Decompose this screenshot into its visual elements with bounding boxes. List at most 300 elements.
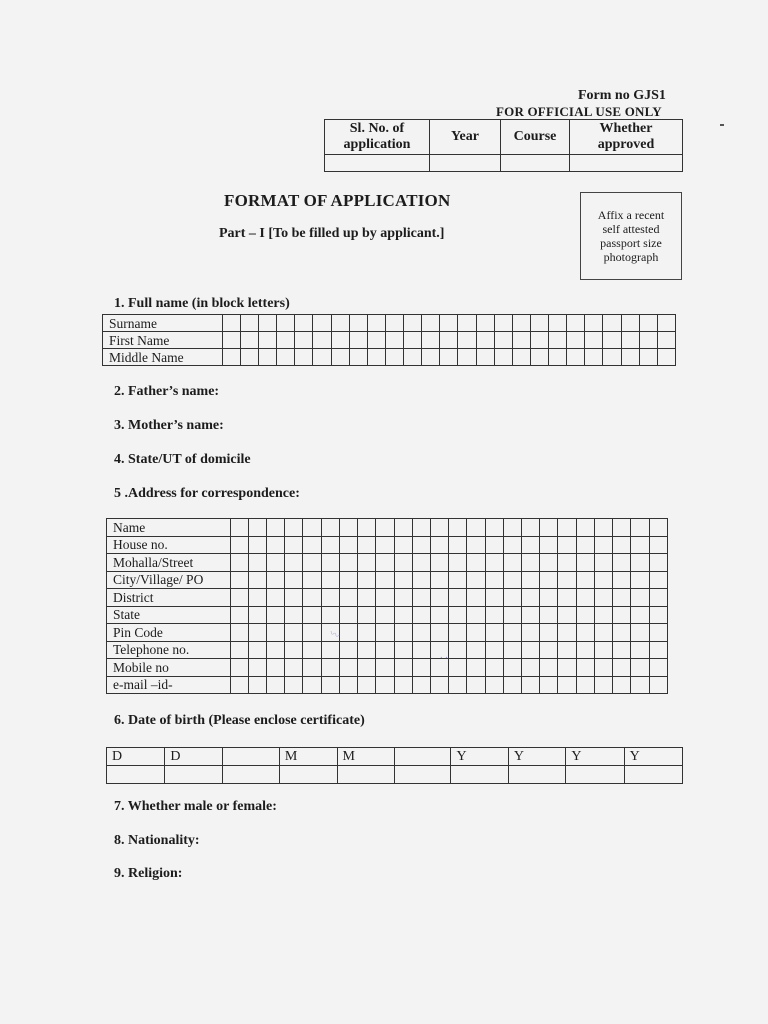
- address-letter-box[interactable]: [558, 676, 576, 694]
- address-letter-box[interactable]: [540, 589, 558, 607]
- address-letter-box[interactable]: [522, 606, 540, 624]
- address-letter-box[interactable]: [503, 519, 521, 537]
- address-letter-box[interactable]: [230, 589, 248, 607]
- name-letter-box[interactable]: [494, 315, 512, 332]
- address-letter-box[interactable]: [540, 641, 558, 659]
- address-letter-box[interactable]: [449, 659, 467, 677]
- address-letter-box[interactable]: [394, 589, 412, 607]
- address-letter-box[interactable]: [649, 624, 667, 642]
- address-letter-box[interactable]: [613, 606, 631, 624]
- name-letter-box[interactable]: [349, 315, 367, 332]
- address-letter-box[interactable]: [613, 641, 631, 659]
- address-letter-box[interactable]: [358, 659, 376, 677]
- address-letter-box[interactable]: [412, 554, 430, 572]
- address-letter-box[interactable]: [412, 519, 430, 537]
- name-letter-box[interactable]: [458, 315, 476, 332]
- address-letter-box[interactable]: [594, 589, 612, 607]
- photo-box[interactable]: [580, 192, 682, 280]
- address-letter-box[interactable]: [522, 589, 540, 607]
- address-letter-box[interactable]: [339, 641, 357, 659]
- address-letter-box[interactable]: [248, 536, 266, 554]
- address-letter-box[interactable]: [485, 536, 503, 554]
- address-letter-box[interactable]: [358, 519, 376, 537]
- name-letter-box[interactable]: [657, 349, 675, 366]
- official-cell-course[interactable]: [501, 155, 570, 172]
- address-letter-box[interactable]: [321, 676, 339, 694]
- address-letter-box[interactable]: [558, 624, 576, 642]
- name-letter-box[interactable]: [277, 349, 295, 366]
- address-letter-box[interactable]: [321, 571, 339, 589]
- official-cell-sl-no[interactable]: [325, 155, 430, 172]
- address-letter-box[interactable]: [248, 554, 266, 572]
- name-letter-box[interactable]: [530, 315, 548, 332]
- address-letter-box[interactable]: [522, 676, 540, 694]
- name-letter-box[interactable]: [657, 332, 675, 349]
- name-letter-box[interactable]: [222, 349, 240, 366]
- address-letter-box[interactable]: [285, 624, 303, 642]
- address-letter-box[interactable]: [285, 554, 303, 572]
- address-letter-box[interactable]: [412, 641, 430, 659]
- name-letter-box[interactable]: [295, 315, 313, 332]
- official-cell-approved[interactable]: [570, 155, 683, 172]
- address-letter-box[interactable]: [613, 571, 631, 589]
- address-letter-box[interactable]: [594, 624, 612, 642]
- name-letter-box[interactable]: [621, 315, 639, 332]
- address-letter-box[interactable]: [594, 571, 612, 589]
- address-letter-box[interactable]: [649, 571, 667, 589]
- address-letter-box[interactable]: [430, 589, 448, 607]
- address-letter-box[interactable]: [631, 659, 649, 677]
- address-letter-box[interactable]: [266, 519, 284, 537]
- address-letter-box[interactable]: [613, 554, 631, 572]
- name-letter-box[interactable]: [603, 315, 621, 332]
- address-letter-box[interactable]: [248, 519, 266, 537]
- address-letter-box[interactable]: [285, 519, 303, 537]
- address-letter-box[interactable]: [576, 571, 594, 589]
- address-letter-box[interactable]: [376, 641, 394, 659]
- address-letter-box[interactable]: [467, 589, 485, 607]
- address-letter-box[interactable]: [230, 519, 248, 537]
- name-letter-box[interactable]: [549, 349, 567, 366]
- name-letter-box[interactable]: [567, 349, 585, 366]
- name-letter-box[interactable]: [476, 315, 494, 332]
- name-letter-box[interactable]: [385, 315, 403, 332]
- address-letter-box[interactable]: [503, 571, 521, 589]
- name-letter-box[interactable]: [476, 349, 494, 366]
- address-letter-box[interactable]: [467, 624, 485, 642]
- dob-input-cell[interactable]: [107, 766, 165, 784]
- name-letter-box[interactable]: [440, 315, 458, 332]
- address-letter-box[interactable]: [412, 536, 430, 554]
- address-letter-box[interactable]: [394, 536, 412, 554]
- address-letter-box[interactable]: [430, 554, 448, 572]
- address-letter-box[interactable]: [449, 571, 467, 589]
- address-letter-box[interactable]: [522, 519, 540, 537]
- address-letter-box[interactable]: [649, 589, 667, 607]
- address-letter-box[interactable]: [376, 519, 394, 537]
- address-letter-box[interactable]: [558, 659, 576, 677]
- address-letter-box[interactable]: [412, 624, 430, 642]
- address-letter-box[interactable]: [449, 676, 467, 694]
- name-letter-box[interactable]: [331, 349, 349, 366]
- address-letter-box[interactable]: [376, 536, 394, 554]
- name-letter-box[interactable]: [385, 332, 403, 349]
- address-letter-box[interactable]: [485, 676, 503, 694]
- address-letter-box[interactable]: [467, 536, 485, 554]
- address-letter-box[interactable]: [576, 536, 594, 554]
- address-letter-box[interactable]: [412, 606, 430, 624]
- address-letter-box[interactable]: [248, 641, 266, 659]
- address-letter-box[interactable]: [285, 606, 303, 624]
- address-letter-box[interactable]: [376, 676, 394, 694]
- name-letter-box[interactable]: [367, 332, 385, 349]
- address-letter-box[interactable]: [558, 571, 576, 589]
- address-letter-box[interactable]: [467, 519, 485, 537]
- address-letter-box[interactable]: [594, 554, 612, 572]
- dob-input-cell[interactable]: [624, 766, 682, 784]
- dob-input-cell[interactable]: [165, 766, 222, 784]
- address-letter-box[interactable]: [285, 571, 303, 589]
- name-letter-box[interactable]: [639, 349, 657, 366]
- address-letter-box[interactable]: [358, 571, 376, 589]
- address-letter-box[interactable]: [248, 606, 266, 624]
- address-letter-box[interactable]: [321, 589, 339, 607]
- address-letter-box[interactable]: [285, 589, 303, 607]
- name-letter-box[interactable]: [512, 332, 530, 349]
- address-letter-box[interactable]: [485, 571, 503, 589]
- address-letter-box[interactable]: [230, 676, 248, 694]
- address-letter-box[interactable]: [503, 641, 521, 659]
- address-letter-box[interactable]: [230, 571, 248, 589]
- address-letter-box[interactable]: [376, 659, 394, 677]
- address-letter-box[interactable]: [631, 571, 649, 589]
- address-letter-box[interactable]: [430, 571, 448, 589]
- address-letter-box[interactable]: [613, 536, 631, 554]
- address-letter-box[interactable]: [339, 536, 357, 554]
- address-letter-box[interactable]: [430, 606, 448, 624]
- address-letter-box[interactable]: [394, 641, 412, 659]
- address-letter-box[interactable]: [467, 641, 485, 659]
- address-letter-box[interactable]: [649, 554, 667, 572]
- address-letter-box[interactable]: [649, 519, 667, 537]
- dob-input-cell[interactable]: [222, 766, 279, 784]
- address-letter-box[interactable]: [394, 606, 412, 624]
- dob-input-cell[interactable]: [566, 766, 624, 784]
- name-letter-box[interactable]: [494, 349, 512, 366]
- name-letter-box[interactable]: [404, 349, 422, 366]
- address-letter-box[interactable]: [321, 536, 339, 554]
- address-letter-box[interactable]: [649, 606, 667, 624]
- address-letter-box[interactable]: [376, 624, 394, 642]
- name-letter-box[interactable]: [585, 315, 603, 332]
- name-letter-box[interactable]: [240, 349, 258, 366]
- name-letter-box[interactable]: [512, 349, 530, 366]
- address-letter-box[interactable]: [594, 536, 612, 554]
- address-letter-box[interactable]: [594, 641, 612, 659]
- address-letter-box[interactable]: [540, 676, 558, 694]
- address-letter-box[interactable]: [631, 676, 649, 694]
- address-letter-box[interactable]: [376, 589, 394, 607]
- name-letter-box[interactable]: [349, 349, 367, 366]
- address-letter-box[interactable]: [339, 659, 357, 677]
- address-letter-box[interactable]: [485, 554, 503, 572]
- address-letter-box[interactable]: [430, 624, 448, 642]
- address-letter-box[interactable]: [594, 519, 612, 537]
- name-letter-box[interactable]: [567, 332, 585, 349]
- name-letter-box[interactable]: [657, 315, 675, 332]
- address-letter-box[interactable]: [449, 589, 467, 607]
- address-letter-box[interactable]: [449, 624, 467, 642]
- address-letter-box[interactable]: [376, 606, 394, 624]
- address-letter-box[interactable]: [485, 659, 503, 677]
- address-letter-box[interactable]: [594, 659, 612, 677]
- address-letter-box[interactable]: [540, 606, 558, 624]
- address-letter-box[interactable]: [394, 571, 412, 589]
- name-letter-box[interactable]: [313, 349, 331, 366]
- address-letter-box[interactable]: [485, 624, 503, 642]
- address-letter-box[interactable]: [467, 676, 485, 694]
- address-letter-box[interactable]: [540, 571, 558, 589]
- address-letter-box[interactable]: [266, 641, 284, 659]
- name-letter-box[interactable]: [259, 332, 277, 349]
- address-letter-box[interactable]: [321, 641, 339, 659]
- address-letter-box[interactable]: [303, 624, 321, 642]
- address-letter-box[interactable]: [522, 624, 540, 642]
- address-letter-box[interactable]: [266, 554, 284, 572]
- address-letter-box[interactable]: [503, 554, 521, 572]
- address-letter-box[interactable]: [303, 519, 321, 537]
- address-letter-box[interactable]: [503, 659, 521, 677]
- address-letter-box[interactable]: [522, 659, 540, 677]
- address-letter-box[interactable]: [576, 676, 594, 694]
- address-letter-box[interactable]: [266, 589, 284, 607]
- name-letter-box[interactable]: [603, 349, 621, 366]
- address-letter-box[interactable]: [412, 571, 430, 589]
- name-letter-box[interactable]: [422, 349, 440, 366]
- address-letter-box[interactable]: [248, 589, 266, 607]
- name-letter-box[interactable]: [277, 332, 295, 349]
- address-letter-box[interactable]: [266, 536, 284, 554]
- name-letter-box[interactable]: [295, 332, 313, 349]
- name-letter-box[interactable]: [404, 332, 422, 349]
- address-letter-box[interactable]: [522, 641, 540, 659]
- address-letter-box[interactable]: [358, 676, 376, 694]
- name-letter-box[interactable]: [240, 315, 258, 332]
- address-letter-box[interactable]: [576, 519, 594, 537]
- address-letter-box[interactable]: [449, 554, 467, 572]
- address-letter-box[interactable]: [339, 676, 357, 694]
- address-letter-box[interactable]: [576, 589, 594, 607]
- address-letter-box[interactable]: [339, 571, 357, 589]
- name-letter-box[interactable]: [331, 315, 349, 332]
- name-letter-box[interactable]: [567, 315, 585, 332]
- address-letter-box[interactable]: [430, 536, 448, 554]
- address-letter-box[interactable]: [285, 536, 303, 554]
- address-letter-box[interactable]: [303, 606, 321, 624]
- address-letter-box[interactable]: [321, 519, 339, 537]
- address-letter-box[interactable]: [613, 676, 631, 694]
- address-letter-box[interactable]: [266, 676, 284, 694]
- address-letter-box[interactable]: [321, 554, 339, 572]
- address-letter-box[interactable]: [339, 519, 357, 537]
- name-letter-box[interactable]: [349, 332, 367, 349]
- address-letter-box[interactable]: [303, 659, 321, 677]
- address-letter-box[interactable]: [230, 659, 248, 677]
- address-letter-box[interactable]: [558, 641, 576, 659]
- address-letter-box[interactable]: [540, 554, 558, 572]
- address-letter-box[interactable]: [485, 589, 503, 607]
- address-letter-box[interactable]: [248, 624, 266, 642]
- address-letter-box[interactable]: [503, 676, 521, 694]
- address-letter-box[interactable]: [339, 606, 357, 624]
- address-letter-box[interactable]: [649, 659, 667, 677]
- address-letter-box[interactable]: [303, 571, 321, 589]
- address-letter-box[interactable]: [248, 659, 266, 677]
- address-letter-box[interactable]: [285, 659, 303, 677]
- address-letter-box[interactable]: [576, 554, 594, 572]
- name-letter-box[interactable]: [494, 332, 512, 349]
- address-letter-box[interactable]: [376, 571, 394, 589]
- address-letter-box[interactable]: [558, 519, 576, 537]
- address-letter-box[interactable]: [631, 519, 649, 537]
- name-letter-box[interactable]: [422, 332, 440, 349]
- address-letter-box[interactable]: [303, 641, 321, 659]
- name-letter-box[interactable]: [313, 332, 331, 349]
- name-letter-box[interactable]: [367, 349, 385, 366]
- address-letter-box[interactable]: [266, 606, 284, 624]
- address-letter-box[interactable]: [649, 536, 667, 554]
- address-letter-box[interactable]: [358, 606, 376, 624]
- name-letter-box[interactable]: [313, 315, 331, 332]
- address-letter-box[interactable]: [358, 624, 376, 642]
- name-letter-box[interactable]: [295, 349, 313, 366]
- name-letter-box[interactable]: [259, 315, 277, 332]
- address-letter-box[interactable]: [558, 536, 576, 554]
- address-letter-box[interactable]: [430, 676, 448, 694]
- address-letter-box[interactable]: [430, 519, 448, 537]
- address-letter-box[interactable]: [631, 624, 649, 642]
- name-letter-box[interactable]: [240, 332, 258, 349]
- name-letter-box[interactable]: [585, 332, 603, 349]
- name-letter-box[interactable]: [585, 349, 603, 366]
- name-letter-box[interactable]: [440, 332, 458, 349]
- name-letter-box[interactable]: [422, 315, 440, 332]
- address-letter-box[interactable]: [449, 519, 467, 537]
- address-letter-box[interactable]: [230, 536, 248, 554]
- address-letter-box[interactable]: [303, 589, 321, 607]
- address-letter-box[interactable]: [467, 606, 485, 624]
- dob-input-cell[interactable]: [508, 766, 565, 784]
- address-letter-box[interactable]: [631, 536, 649, 554]
- name-letter-box[interactable]: [512, 315, 530, 332]
- dob-input-cell[interactable]: [395, 766, 451, 784]
- dob-input-cell[interactable]: [451, 766, 508, 784]
- address-letter-box[interactable]: [248, 676, 266, 694]
- address-letter-box[interactable]: [394, 676, 412, 694]
- official-cell-year[interactable]: [430, 155, 501, 172]
- dob-input-cell[interactable]: [337, 766, 395, 784]
- address-letter-box[interactable]: [576, 641, 594, 659]
- address-letter-box[interactable]: [449, 606, 467, 624]
- address-letter-box[interactable]: [358, 589, 376, 607]
- address-letter-box[interactable]: [285, 676, 303, 694]
- address-letter-box[interactable]: [594, 606, 612, 624]
- name-letter-box[interactable]: [277, 315, 295, 332]
- address-letter-box[interactable]: [230, 606, 248, 624]
- address-letter-box[interactable]: [248, 571, 266, 589]
- name-letter-box[interactable]: [259, 349, 277, 366]
- address-letter-box[interactable]: [540, 659, 558, 677]
- address-letter-box[interactable]: [230, 554, 248, 572]
- address-letter-box[interactable]: [449, 536, 467, 554]
- name-letter-box[interactable]: [603, 332, 621, 349]
- address-letter-box[interactable]: [631, 554, 649, 572]
- address-letter-box[interactable]: [503, 589, 521, 607]
- address-letter-box[interactable]: [266, 571, 284, 589]
- address-letter-box[interactable]: [230, 624, 248, 642]
- address-letter-box[interactable]: [613, 519, 631, 537]
- name-letter-box[interactable]: [404, 315, 422, 332]
- address-letter-box[interactable]: [540, 624, 558, 642]
- name-letter-box[interactable]: [440, 349, 458, 366]
- dob-input-cell[interactable]: [279, 766, 337, 784]
- address-letter-box[interactable]: [503, 606, 521, 624]
- name-letter-box[interactable]: [621, 332, 639, 349]
- address-letter-box[interactable]: [631, 606, 649, 624]
- name-letter-box[interactable]: [476, 332, 494, 349]
- address-letter-box[interactable]: [321, 606, 339, 624]
- name-letter-box[interactable]: [549, 332, 567, 349]
- name-letter-box[interactable]: [458, 332, 476, 349]
- name-letter-box[interactable]: [621, 349, 639, 366]
- address-letter-box[interactable]: [467, 571, 485, 589]
- address-letter-box[interactable]: [266, 624, 284, 642]
- name-letter-box[interactable]: [549, 315, 567, 332]
- address-letter-box[interactable]: [376, 554, 394, 572]
- address-letter-box[interactable]: [467, 659, 485, 677]
- address-letter-box[interactable]: [358, 641, 376, 659]
- address-letter-box[interactable]: [467, 554, 485, 572]
- address-letter-box[interactable]: [540, 536, 558, 554]
- address-letter-box[interactable]: [449, 641, 467, 659]
- address-letter-box[interactable]: [285, 641, 303, 659]
- address-letter-box[interactable]: [266, 659, 284, 677]
- address-letter-box[interactable]: [631, 641, 649, 659]
- address-letter-box[interactable]: [503, 536, 521, 554]
- address-letter-box[interactable]: [503, 624, 521, 642]
- address-letter-box[interactable]: [339, 589, 357, 607]
- name-letter-box[interactable]: [639, 315, 657, 332]
- name-letter-box[interactable]: [331, 332, 349, 349]
- address-letter-box[interactable]: [358, 554, 376, 572]
- address-letter-box[interactable]: [394, 554, 412, 572]
- address-letter-box[interactable]: [412, 589, 430, 607]
- address-letter-box[interactable]: [558, 589, 576, 607]
- address-letter-box[interactable]: [649, 641, 667, 659]
- address-letter-box[interactable]: [576, 606, 594, 624]
- address-letter-box[interactable]: [540, 519, 558, 537]
- address-letter-box[interactable]: [558, 554, 576, 572]
- address-letter-box[interactable]: [522, 536, 540, 554]
- address-letter-box[interactable]: [522, 571, 540, 589]
- address-letter-box[interactable]: [339, 554, 357, 572]
- address-letter-box[interactable]: [412, 659, 430, 677]
- address-letter-box[interactable]: [613, 589, 631, 607]
- address-letter-box[interactable]: [321, 659, 339, 677]
- address-letter-box[interactable]: [631, 589, 649, 607]
- name-letter-box[interactable]: [385, 349, 403, 366]
- address-letter-box[interactable]: [613, 659, 631, 677]
